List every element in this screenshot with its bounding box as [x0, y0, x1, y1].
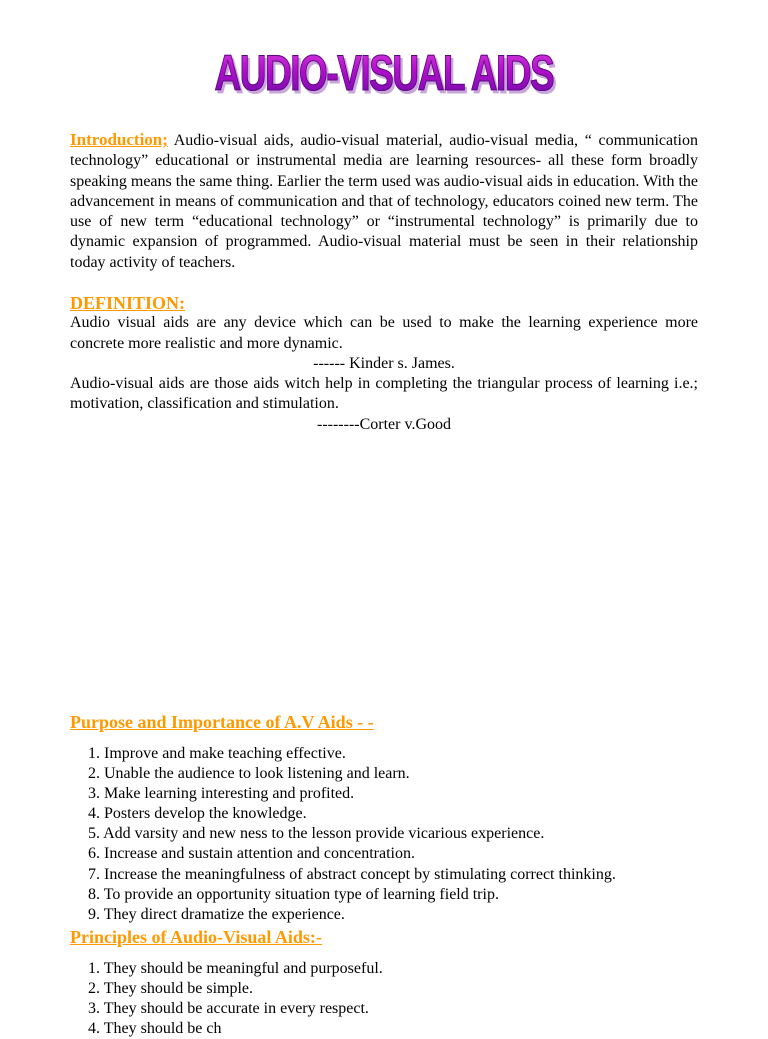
list-item: 6. Increase and sustain attention and concentration.: [88, 845, 415, 863]
list-item: 1. They should be meaningful and purposeful.: [88, 960, 383, 977]
list-item: 2. Unable the audience to look listening and learn.: [88, 765, 410, 783]
list-item: 9. They direct dramatize the experience.: [88, 905, 345, 923]
list-item: 1. Improve and make teaching effective.: [88, 745, 346, 762]
intro-text: Audio-visual aids, audio-visual material, audio-visual media, “ communication technology” educational or instrumental media are learning resources- all these form broadly speaking means the same thing. Earlier the term used was audio-visual aids in education. With the advancement in means of communication and that of technology, educators coined new term. The use of new term “educational technology” or “instrumental technology” is primarily due to dynamic expansion of programmed. Audio-visual material must be seen in their relationship today activity of teachers.: [70, 132, 698, 271]
definition-1: Audio visual aids are any device which can be used to make the learning experience more concrete more realistic and more dynamic.: [70, 314, 698, 352]
purpose-section: [70, 712, 698, 734]
principles-heading: Principles of Audio-Visual Aids:-: [70, 927, 322, 947]
principles-list: [88, 959, 716, 1039]
definition-2-attribution: --------Corter v.Good: [316, 415, 451, 433]
definition-2: Audio-visual aids are those aids witch help in completing the triangular process of learning i.e.; motivation, classification and stimulation.: [70, 375, 698, 413]
page-title: AUDIO-VISUAL AIDS: [214, 45, 554, 101]
principles-section: [70, 927, 698, 949]
list-item: 2. They should be simple.: [88, 980, 254, 998]
title-container: [0, 44, 768, 102]
definition-section: [70, 293, 698, 435]
definition-heading: DEFINITION:: [70, 293, 186, 313]
intro-paragraph: [70, 130, 698, 273]
intro-label: Introduction;: [70, 130, 168, 149]
purpose-heading: Purpose and Importance of A.V Aids - -: [70, 712, 374, 732]
list-item: 3. Make learning interesting and profited.: [88, 785, 355, 803]
list-item: 3. They should be accurate in every respect.: [88, 1000, 369, 1018]
definition-1-attribution: ------ Kinder s. James.: [313, 354, 455, 372]
list-item: 7. Increase the meaningfulness of abstract concept by stimulating correct thinking.: [88, 865, 616, 883]
list-item: 4. Posters develop the knowledge.: [88, 805, 307, 823]
list-item: 5. Add varsity and new ness to the lesson provide vicarious experience.: [88, 825, 545, 843]
list-item: 8. To provide an opportunity situation type of learning field trip.: [88, 885, 499, 903]
purpose-list: [88, 744, 716, 925]
list-item: 4. They should be ch: [88, 1020, 222, 1038]
